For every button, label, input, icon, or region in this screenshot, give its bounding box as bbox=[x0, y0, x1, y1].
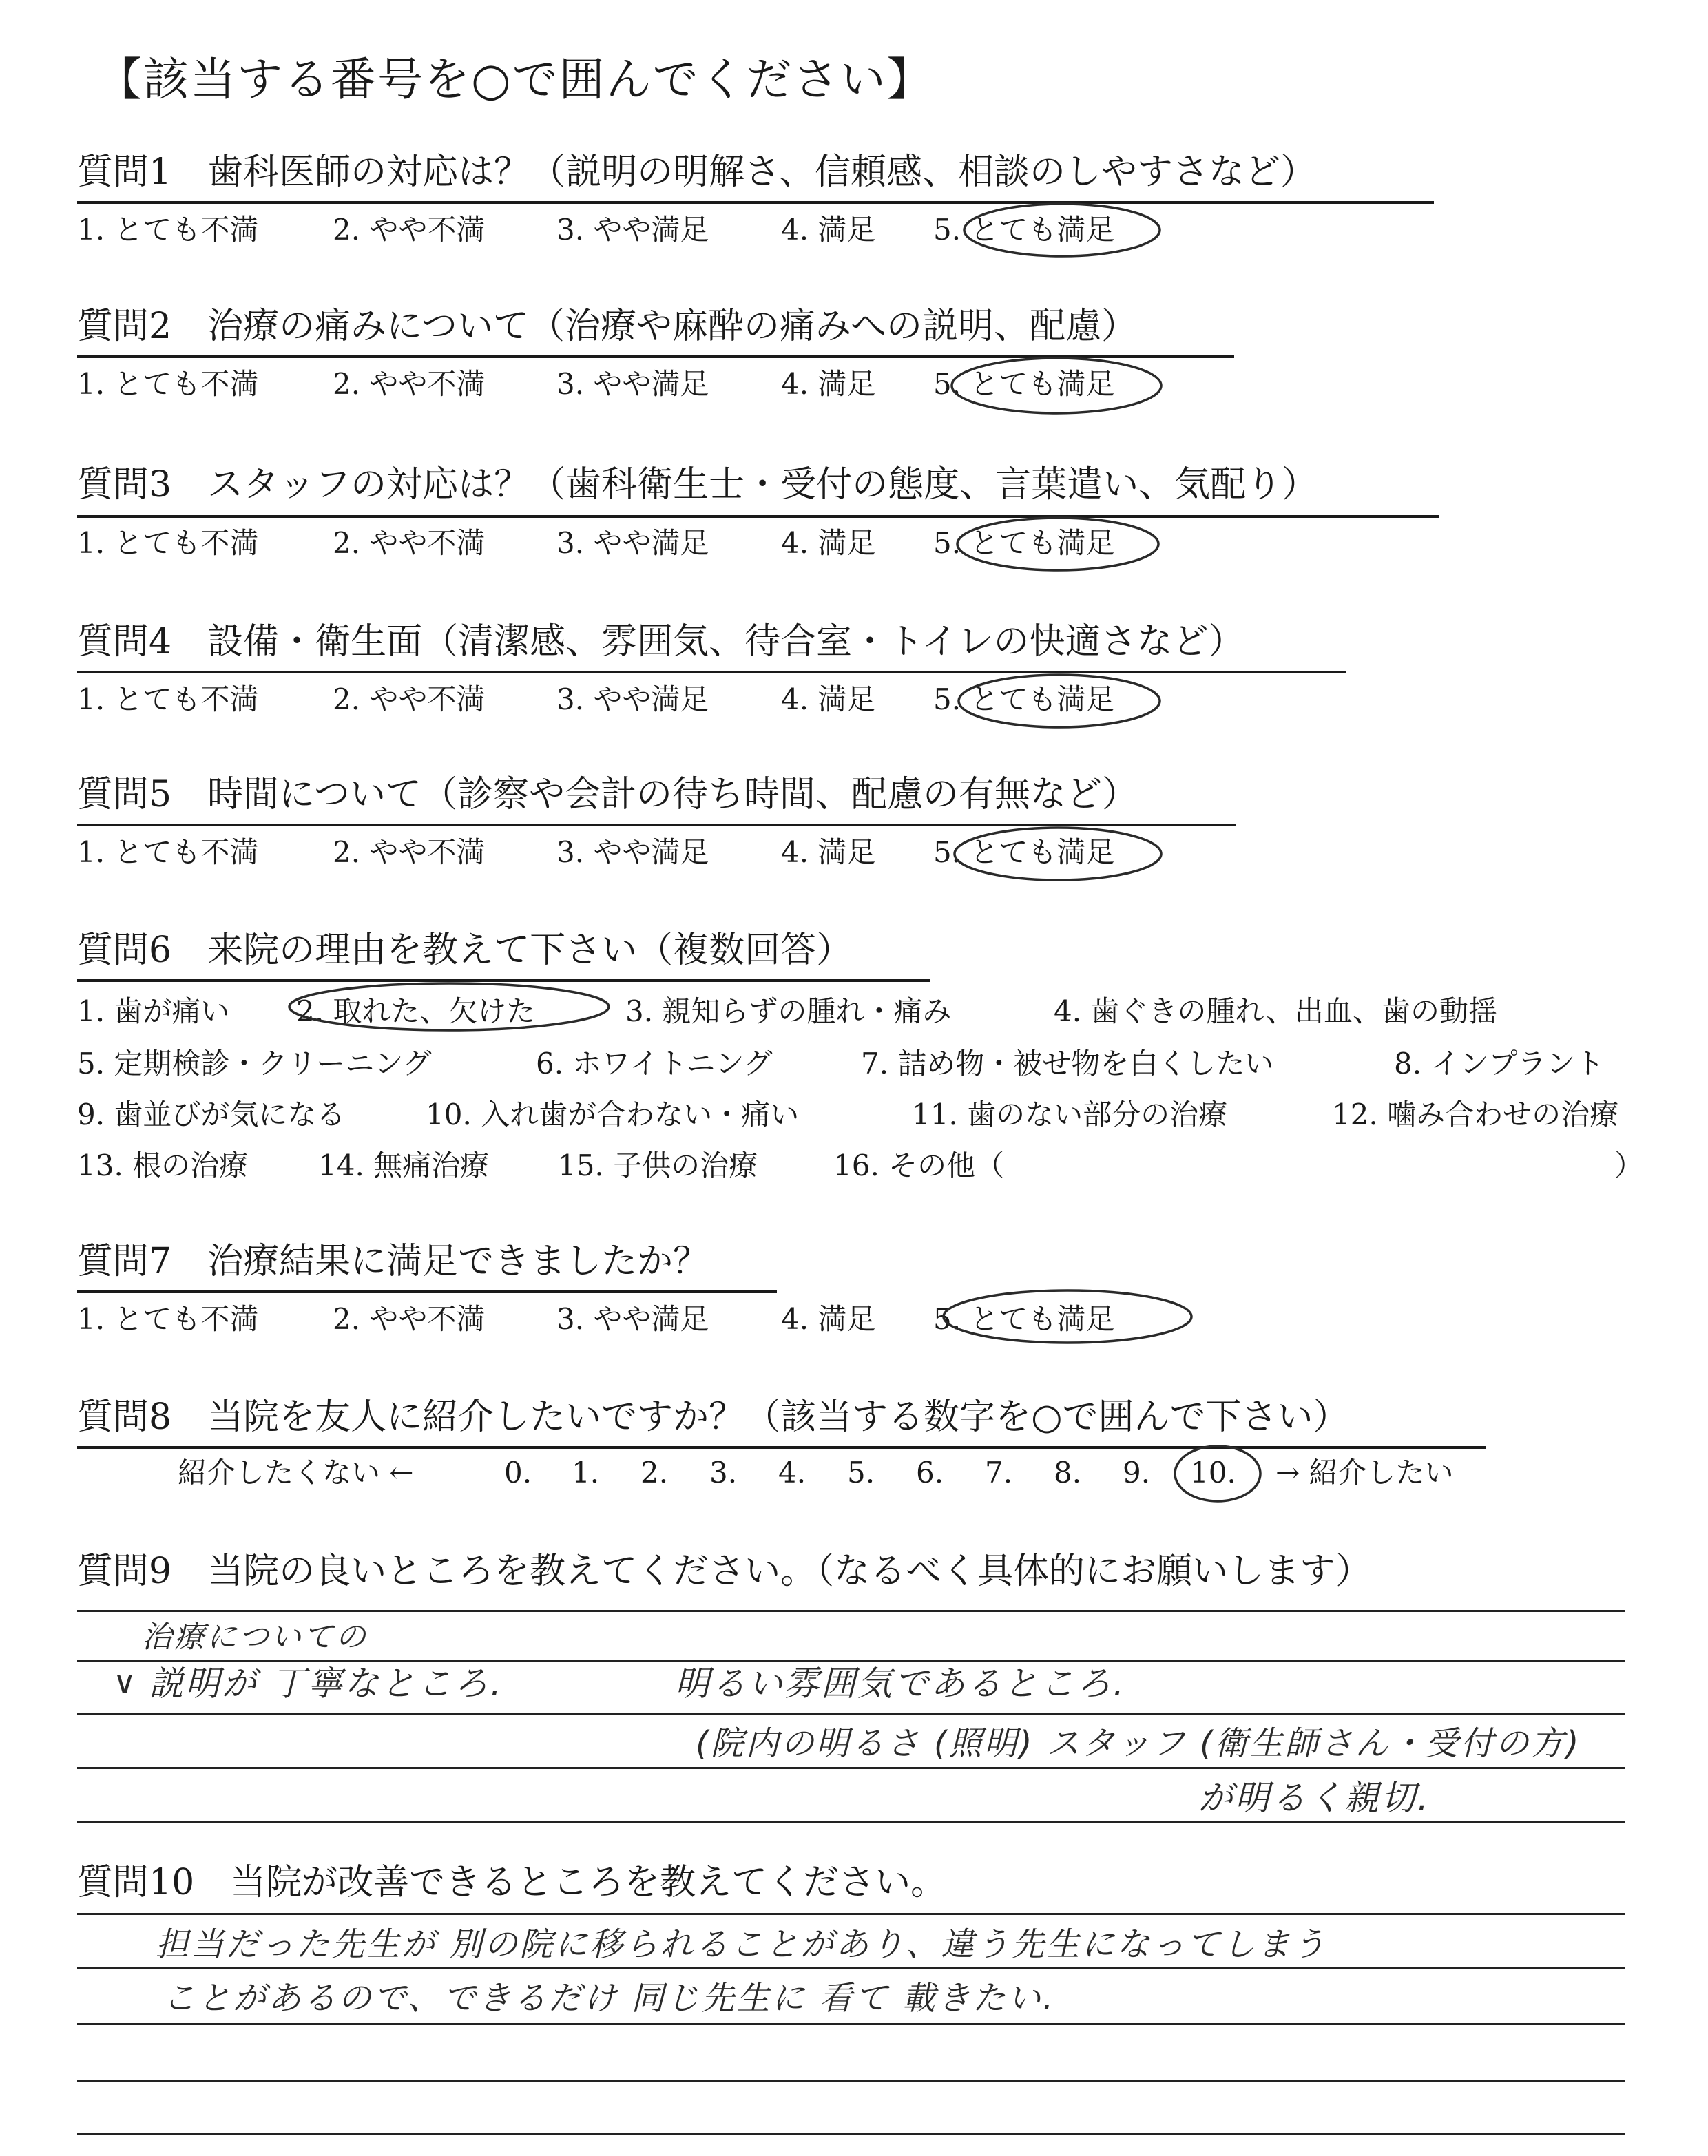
q1-selection-circle bbox=[964, 204, 1160, 256]
question-10-title: 質問10 当院が改善できるところを教えてください。 bbox=[77, 1862, 947, 1903]
q8-scale-5[interactable]: 5. bbox=[847, 1456, 875, 1489]
q6-option-3[interactable]: 3. 親知らずの腫れ・痛み bbox=[625, 994, 952, 1028]
question-7-title: 質問7 治療結果に満足できましたか？ bbox=[77, 1241, 709, 1282]
q10-handwritten-line-1: 担当だった先生が 別の院に移られることがあり、違う先生になってしまう bbox=[156, 1925, 1328, 1964]
q6-option-2[interactable]: 2. 取れた、欠けた bbox=[296, 994, 536, 1028]
question-1-title: 質問1 歯科医師の対応は？（説明の明解さ、信頼感、相談のしやすさなど） bbox=[77, 151, 1317, 193]
q8-scale-1[interactable]: 1. bbox=[572, 1456, 600, 1489]
q5-option-2[interactable]: 2. やや不満 bbox=[333, 835, 486, 869]
question-8-title: 質問8 当院を友人に紹介したいですか？（該当する数字を○で囲んで下さい） bbox=[77, 1396, 1349, 1438]
q8-scale-4[interactable]: 4. bbox=[778, 1456, 806, 1489]
question-2-title: 質問2 治療の痛みについて（治療や麻酔の痛みへの説明、配慮） bbox=[77, 306, 1138, 347]
q5-option-4[interactable]: 4. 満足 bbox=[781, 835, 876, 869]
q6-option-13[interactable]: 13. 根の治療 bbox=[77, 1149, 249, 1182]
q3-option-3[interactable]: 3. やや満足 bbox=[556, 526, 709, 560]
form-heading: 【該当する番号を○で囲んでください】 bbox=[96, 53, 934, 106]
q4-option-2[interactable]: 2. やや不満 bbox=[333, 682, 486, 716]
q7-option-1[interactable]: 1. とても不満 bbox=[77, 1302, 259, 1336]
q6-option-10[interactable]: 10. 入れ歯が合わない・痛い bbox=[426, 1098, 800, 1131]
q9-checkmark-icon: ∨ bbox=[113, 1664, 138, 1701]
q7-option-3[interactable]: 3. やや満足 bbox=[556, 1302, 709, 1336]
q2-option-5[interactable]: 5. とても満足 bbox=[933, 367, 1115, 401]
q9-handwritten-line-5: が明るく親切. bbox=[1198, 1778, 1430, 1818]
q5-selection-circle bbox=[955, 828, 1161, 880]
q4-option-1[interactable]: 1. とても不満 bbox=[77, 682, 259, 716]
q6-option-11[interactable]: 11. 歯のない部分の治療 bbox=[912, 1098, 1228, 1131]
q2-option-4[interactable]: 4. 満足 bbox=[781, 367, 876, 401]
q8-scale-7[interactable]: 7. bbox=[985, 1456, 1013, 1489]
question-4-title: 質問4 設備・衛生面（清潔感、雰囲気、待合室・トイレの快適さなど） bbox=[77, 621, 1244, 662]
q4-option-5[interactable]: 5. とても満足 bbox=[933, 682, 1115, 716]
q1-option-3[interactable]: 3. やや満足 bbox=[556, 213, 709, 247]
q5-option-5[interactable]: 5. とても満足 bbox=[933, 835, 1115, 869]
q3-option-1[interactable]: 1. とても不満 bbox=[77, 526, 259, 560]
q2-option-3[interactable]: 3. やや満足 bbox=[556, 367, 709, 401]
q8-left-label: 紹介したくない ← bbox=[178, 1456, 414, 1489]
q7-selection-circle bbox=[944, 1290, 1191, 1343]
q6-option-4[interactable]: 4. 歯ぐきの腫れ、出血、歯の動揺 bbox=[1054, 994, 1497, 1028]
q4-selection-circle bbox=[959, 675, 1160, 727]
q8-scale-2[interactable]: 2. bbox=[640, 1456, 669, 1489]
q6-option-7[interactable]: 7. 詰め物・被せ物を白くしたい bbox=[861, 1047, 1274, 1080]
q8-scale-9[interactable]: 9. bbox=[1123, 1456, 1151, 1489]
q9-handwritten-line-3: 明るい雰囲気であるところ. bbox=[675, 1664, 1126, 1704]
q3-option-4[interactable]: 4. 満足 bbox=[781, 526, 876, 560]
q6-option-6[interactable]: 6. ホワイトニング bbox=[536, 1047, 773, 1080]
q9-handwritten-line-1: 治療についての bbox=[142, 1620, 368, 1655]
question-3-title: 質問3 スタッフの対応は？（歯科衛生士・受付の態度、言葉遣い、気配り） bbox=[77, 464, 1318, 505]
q1-option-2[interactable]: 2. やや不満 bbox=[333, 213, 486, 247]
q6-option-5[interactable]: 5. 定期検診・クリーニング bbox=[77, 1047, 432, 1080]
q6-option-15[interactable]: 15. 子供の治療 bbox=[558, 1149, 758, 1182]
q5-option-1[interactable]: 1. とても不満 bbox=[77, 835, 259, 869]
q8-scale-8[interactable]: 8. bbox=[1054, 1456, 1082, 1489]
q8-scale-0[interactable]: 0. bbox=[504, 1456, 532, 1489]
q6-other-close-paren: ） bbox=[1614, 1149, 1644, 1182]
q8-scale-10[interactable]: 10. bbox=[1190, 1456, 1236, 1489]
q3-option-5[interactable]: 5. とても満足 bbox=[933, 526, 1115, 560]
q9-handwritten-line-4: (院内の明るさ (照明) スタッフ (衛生師さん・受付の方) bbox=[696, 1724, 1581, 1763]
q8-right-label: → 紹介したい bbox=[1275, 1456, 1454, 1489]
q7-option-5[interactable]: 5. とても満足 bbox=[933, 1302, 1115, 1336]
q5-option-3[interactable]: 3. やや満足 bbox=[556, 835, 709, 869]
q1-option-4[interactable]: 4. 満足 bbox=[781, 213, 876, 247]
q2-option-1[interactable]: 1. とても不満 bbox=[77, 367, 259, 401]
q2-option-2[interactable]: 2. やや不満 bbox=[333, 367, 486, 401]
q2-selection-circle bbox=[952, 358, 1161, 413]
q1-option-5[interactable]: 5. とても満足 bbox=[933, 213, 1115, 247]
q6-option-8[interactable]: 8. インプラント bbox=[1394, 1047, 1605, 1080]
q4-option-3[interactable]: 3. やや満足 bbox=[556, 682, 709, 716]
q8-scale-3[interactable]: 3. bbox=[709, 1456, 738, 1489]
q3-selection-circle bbox=[957, 518, 1158, 570]
q6-selection-circle bbox=[289, 983, 609, 1030]
q10-handwritten-line-2: ことがあるので、できるだけ 同じ先生に 看て 載きたい. bbox=[163, 1979, 1056, 2018]
q6-option-12[interactable]: 12. 噛み合わせの治療 bbox=[1332, 1098, 1619, 1131]
q6-option-16[interactable]: 16. その他（ bbox=[833, 1149, 1005, 1182]
q7-option-4[interactable]: 4. 満足 bbox=[781, 1302, 876, 1336]
q6-option-1[interactable]: 1. 歯が痛い bbox=[77, 994, 230, 1028]
question-6-title: 質問6 来院の理由を教えて下さい（複数回答） bbox=[77, 930, 853, 971]
q7-option-2[interactable]: 2. やや不満 bbox=[333, 1302, 486, 1336]
q8-selection-circle bbox=[1175, 1446, 1260, 1501]
question-9-title: 質問9 当院の良いところを教えてください。（なるべく具体的にお願いします） bbox=[77, 1551, 1372, 1592]
q8-scale-6[interactable]: 6. bbox=[916, 1456, 944, 1489]
q9-handwritten-line-2: 説明が 丁寧なところ. bbox=[149, 1664, 503, 1704]
q4-option-4[interactable]: 4. 満足 bbox=[781, 682, 876, 716]
q3-option-2[interactable]: 2. やや不満 bbox=[333, 526, 486, 560]
question-5-title: 質問5 時間について（診察や会計の待ち時間、配慮の有無など） bbox=[77, 774, 1138, 815]
q6-option-9[interactable]: 9. 歯並びが気になる bbox=[77, 1098, 346, 1131]
q1-option-1[interactable]: 1. とても不満 bbox=[77, 213, 259, 247]
q6-option-14[interactable]: 14. 無痛治療 bbox=[318, 1149, 490, 1182]
